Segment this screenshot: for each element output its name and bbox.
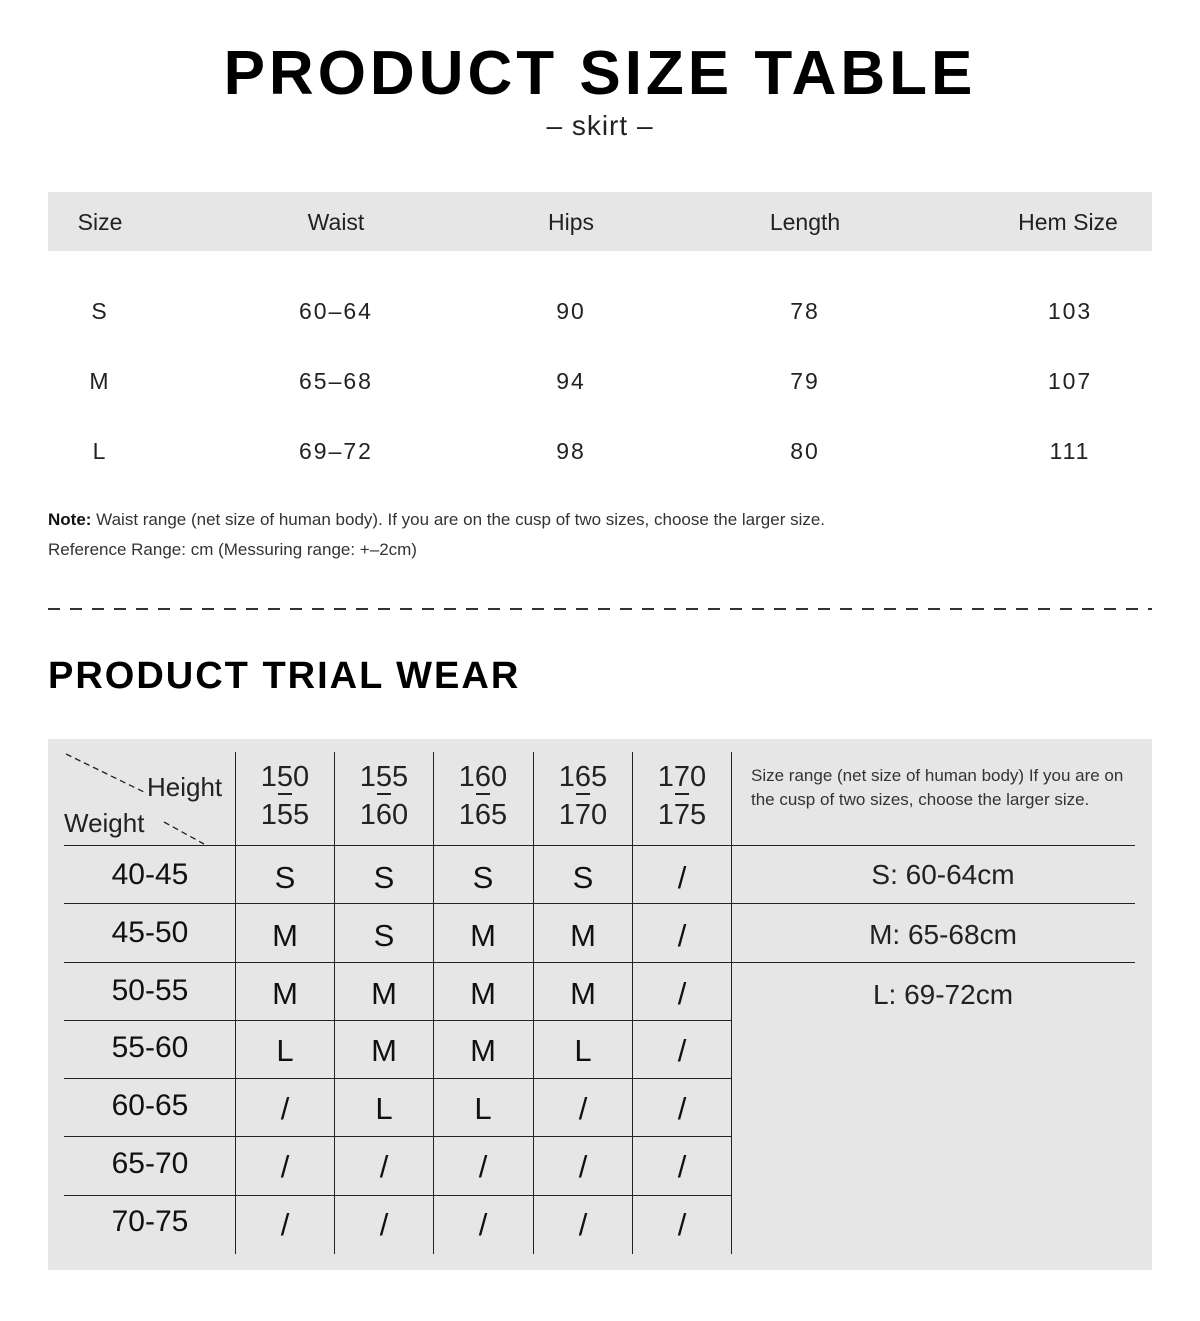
height-from: 160 — [458, 761, 508, 793]
reference-range-note: Reference Range: cm (Messuring range: +–2cm) — [48, 540, 417, 559]
grid-line — [64, 1195, 732, 1196]
size-recommendation: / — [677, 860, 687, 895]
weight-label: 70-75 — [111, 1205, 189, 1238]
size-range-l: L: 69-72cm — [872, 979, 1014, 1010]
grid-line — [731, 752, 732, 1254]
size-recommendation: / — [280, 1149, 290, 1184]
weight-label: 45-50 — [111, 916, 189, 949]
length-cell: 80 — [790, 438, 820, 464]
waist-cell: 69–72 — [299, 438, 373, 464]
grid-line — [64, 903, 1135, 904]
height-to: 160 — [359, 799, 409, 831]
size-cell: S — [91, 298, 109, 324]
size-cell: M — [89, 368, 111, 394]
height-from: 170 — [657, 761, 707, 793]
size-recommendation: / — [578, 1207, 588, 1242]
hips-cell: 94 — [556, 368, 586, 394]
size-recommendation: / — [478, 1207, 488, 1242]
dash-mark — [377, 793, 391, 795]
height-to: 170 — [558, 799, 608, 831]
size-recommendation: M — [470, 918, 496, 953]
size-recommendation: M — [470, 1033, 496, 1068]
weight-axis-label: Weight — [64, 808, 145, 838]
size-recommendation: S — [373, 918, 395, 953]
dash-mark — [476, 793, 490, 795]
size-note — [48, 510, 825, 530]
size-recommendation: S — [274, 860, 296, 895]
size-table-row — [48, 292, 1152, 332]
column-header-size: Size — [77, 209, 123, 235]
weight-label: 65-70 — [111, 1147, 189, 1180]
size-recommendation: / — [677, 1091, 687, 1126]
grid-line — [64, 962, 1135, 963]
weight-label: 55-60 — [111, 1031, 189, 1064]
height-column-header — [633, 763, 731, 830]
note-text: Waist range (net size of human body). If you are on the cusp of two sizes, choose the larger size. — [91, 510, 826, 529]
size-table-header — [48, 192, 1152, 251]
hem-size-cell: 103 — [1047, 298, 1093, 324]
grid-line — [64, 845, 1135, 846]
size-range-s: S: 60-64cm — [871, 859, 1015, 890]
height-column-header — [335, 763, 433, 830]
page-title: PRODUCT SIZE TABLE — [223, 39, 977, 108]
size-recommendation: M — [470, 976, 496, 1011]
size-recommendation: / — [280, 1091, 290, 1126]
size-recommendation: S — [472, 860, 494, 895]
column-header-waist: Waist — [307, 209, 365, 235]
dashed-divider — [48, 608, 1152, 610]
trial-wear-title: PRODUCT TRIAL WEAR — [48, 655, 521, 697]
size-recommendation: L — [574, 1033, 592, 1068]
size-table-row — [48, 362, 1152, 402]
weight-label: 40-45 — [111, 858, 189, 891]
height-to: 165 — [458, 799, 508, 831]
weight-label: 60-65 — [111, 1089, 189, 1122]
height-axis-label: Height — [147, 772, 223, 802]
size-recommendation: / — [280, 1207, 290, 1242]
length-cell: 79 — [790, 368, 820, 394]
size-recommendation: / — [677, 918, 687, 953]
size-recommendation: L — [375, 1091, 393, 1126]
size-recommendation: / — [677, 1149, 687, 1184]
height-to: 175 — [657, 799, 707, 831]
size-recommendation: M — [371, 976, 397, 1011]
size-cell: L — [92, 438, 108, 464]
height-column-header — [236, 763, 334, 830]
height-column-header — [434, 763, 532, 830]
length-cell: 78 — [790, 298, 820, 324]
dash-mark — [576, 793, 590, 795]
size-recommendation: M — [371, 1033, 397, 1068]
size-recommendation: / — [578, 1149, 588, 1184]
size-recommendation: M — [272, 976, 298, 1011]
column-header-hips: Hips — [547, 209, 595, 235]
hem-size-cell: 111 — [1049, 438, 1091, 464]
size-table-row — [48, 432, 1152, 472]
dash-mark — [278, 793, 292, 795]
grid-line — [64, 1078, 732, 1079]
size-recommendation: / — [677, 1033, 687, 1068]
size-recommendation: / — [379, 1207, 389, 1242]
size-recommendation: / — [379, 1149, 389, 1184]
hem-size-cell: 107 — [1047, 368, 1093, 394]
size-recommendation: S — [373, 860, 395, 895]
size-recommendation: / — [677, 1207, 687, 1242]
size-recommendation: / — [677, 976, 687, 1011]
size-recommendation: M — [570, 918, 596, 953]
hips-cell: 90 — [556, 298, 586, 324]
note-label: Note: — [48, 510, 92, 529]
size-recommendation: L — [474, 1091, 492, 1126]
grid-line — [64, 1020, 732, 1021]
height-column-header — [534, 763, 632, 830]
height-from: 165 — [558, 761, 608, 793]
waist-cell: 65–68 — [299, 368, 373, 394]
size-recommendation: / — [578, 1091, 588, 1126]
size-range-m: M: 65-68cm — [869, 919, 1017, 950]
grid-line — [64, 1136, 732, 1137]
size-recommendation: L — [276, 1033, 294, 1068]
size-recommendation: M — [272, 918, 298, 953]
height-from: 150 — [260, 761, 310, 793]
column-header-length: Length — [769, 209, 841, 235]
page-subtitle: – skirt – — [546, 110, 654, 141]
column-header-hem-size: Hem Size — [1018, 209, 1118, 235]
size-range-note: Size range (net size of human body) If you are on the cusp of two sizes, choose the larger size. — [751, 766, 1124, 809]
size-recommendation: M — [570, 976, 596, 1011]
waist-cell: 60–64 — [299, 298, 373, 324]
dash-mark — [675, 793, 689, 795]
hips-cell: 98 — [556, 438, 586, 464]
weight-label: 50-55 — [111, 974, 189, 1007]
size-recommendation: S — [572, 860, 594, 895]
size-recommendation: / — [478, 1149, 488, 1184]
height-to: 155 — [260, 799, 310, 831]
height-from: 155 — [359, 761, 409, 793]
